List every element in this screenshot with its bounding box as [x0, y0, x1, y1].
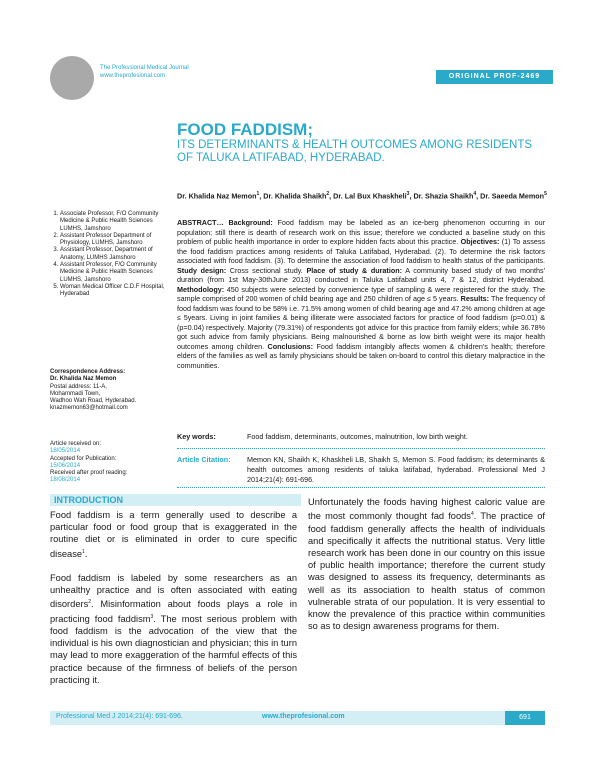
- correspondence: [50, 369, 168, 413]
- keywords-text: Food faddism, determinants, outcomes, malnutrition, low birth weight.: [247, 432, 468, 441]
- correspondence-label: Correspondence Address:: [50, 369, 126, 375]
- affiliations: [50, 211, 168, 299]
- affiliation-item: 1. Associate Professor, F/O Community Medicine & Public Health Sciences LUMHS, Jamshoro: [60, 211, 168, 233]
- section-heading: INTRODUCTION: [50, 494, 301, 506]
- article-dates: [50, 441, 168, 485]
- journal-header: [100, 64, 189, 80]
- correspondence-name: Dr. Khalida Naz Memon: [50, 376, 117, 383]
- author-name: Dr. Shazia Shaikh: [413, 191, 474, 201]
- affiliation-item: 2. Assistant Professor Department of Physiology, LUMHS, Jamshoro: [60, 233, 168, 248]
- affiliation-item: 5. Woman Medical Officer C.D.F Hospital, Hyderabad: [60, 284, 168, 299]
- affiliation-item: 4. Assistant Professor, F/O Community Medicine & Public Health Sciences LUMHS, Jamshoro: [60, 262, 168, 284]
- proof-label: Received after proof reading:: [50, 470, 128, 477]
- citation-text: Memon KN, Shaikh K, Khaskheli LB, Shaikh S, Memon S. Food faddism; its determinants & health outcomes among residents of taluka latifabad, hyderabad. Professional Med J 2014;21(4): 691-696.: [247, 455, 545, 484]
- received-label: Article received on:: [50, 441, 102, 447]
- address-line: Postal address: 11-A,: [50, 383, 107, 390]
- keywords: [177, 432, 545, 442]
- article-subtitle: ITS DETERMINANTS & HEALTH OUTCOMES AMONG RESIDENTS OF TALUKA LATIFABAD, HYDERABAD.: [177, 139, 533, 164]
- keywords-label: Key words:: [177, 432, 216, 441]
- citation-label: Article Citation:: [177, 455, 231, 464]
- received-date: 18/05/2014: [50, 448, 81, 455]
- journal-logo: [50, 56, 94, 100]
- paragraph: Food faddism is labeled by some researchers as an unhealthy practice and is often associated with eating disorders$^2$. Misinformation about foods plays a role in practicing food faddism$^3$. The most serious problem with food faddism is the advocation of the view that the individual is his own diagnostician and physician; this in turn may lead to more exaggeration of the harmful effects of this practice because of the firmness of beliefs of the person practicing it.: [50, 572, 297, 685]
- proof-date: 18/08/2014: [50, 477, 81, 484]
- author-name: Dr. Khalida Shaikh: [263, 191, 327, 201]
- author-name: Dr. Lal Bux Khaskheli: [333, 191, 407, 201]
- divider: [177, 487, 545, 488]
- divider: [177, 448, 545, 449]
- journal-name: The Professional Medical Journal: [100, 65, 189, 71]
- article-title: FOOD FADDISM;: [177, 120, 313, 139]
- footer-citation: Professional Med J 2014;21(4): 691-696.: [56, 713, 183, 720]
- abstract: ABSTRACT… Background: Food faddism may be labeled as an ice-berg phenomenon occurring in our population; still there is dearth of research work on this issue; therefore we conducted a baseline study on this problem of public health importance in order to explore hidden facts about this practice. Objectives: (1) To assess the food faddism practices among residents of Taluka Latifabad, Hyderabad. (2). To determine the risk factors associated with food faddism. (3). To determine the association of food faddism to health status of the participants. Study design: Cross sectional study. Place of study & duration: A community based study of two months' duration (from 1st May-30thJune 2013) conducted in Taluka Latifabad units 4, 7 & 12, district Hyderabad. Methodology: 450 subjects were selected by convenience type of sampling & were registered for the study. The sample comprised of 200 women of child bearing age and 250 children of age ≤ 5 years. Results: The frequency of food faddism was found to be 58% i.e. 71.5% among women of child bearing age and 47.2% among children at age ≤ 5years. Living in joint families & being illiterate were associated factors for practice of food faddism (p=0.01) & (p=0.04) respectively. Majority (79.31%) of respondents got advice for this practice from family elders; while 36.78% got such advice from family physicians. Being malnourished & borne as low birth weight were its major health outcomes among children. Conclusions: Food faddism intangibly affects women & children's health; therefore elders of the families as well as family physicians should be taken on-board to control this dietary malpractice in the communities.: [177, 218, 546, 370]
- body-column-left: [50, 509, 297, 698]
- author-list: Dr. Khalida Naz Memon$^1$, Dr. Khalida Shaikh$^2$, Dr. Lal Bux Khaskheli$^3$, Dr. Shazia Shaikh$^4$, Dr. Saeeda Memon$^5$: [177, 191, 547, 201]
- journal-url[interactable]: www.theprofesional.com: [100, 73, 166, 79]
- accepted-label: Accepted for Publication:: [50, 455, 117, 462]
- accepted-date: 15/06/2014: [50, 462, 81, 469]
- paragraph: Unfortunately the foods having highest caloric value are the most commonly thought fad foods$^4$. The practice of food faddism generally affects the health of individuals and specifically it affects the nutritional status. Very little research work has been done in our country on this issue of public health importance; therefore the current study was designed to assess its frequency, determinants as well as its association to health status of common vulnerable strata of our population. It is very essential to know the prevalence of this practice within communities so as to design awareness programs for them.: [308, 497, 545, 632]
- address-line: Mohammadi Town,: [50, 390, 101, 397]
- address-line: Wadhoo Wah Road, Hyderabad.: [50, 398, 137, 405]
- footer-url[interactable]: www.theprofesional.com: [262, 713, 345, 720]
- body-column-right: [308, 496, 545, 644]
- email-link[interactable]: knazmemon63@hotmail.com: [50, 405, 128, 412]
- paragraph: Food faddism is a term generally used to describe a particular food or food group that is exaggerated in the routine diet or is eliminated in order to cure specific disease$^1$.: [50, 510, 297, 559]
- article-type-badge: ORIGINAL PROF-2469: [436, 70, 553, 84]
- page-number: 691: [505, 711, 545, 725]
- author-name: Dr. Khalida Naz Memon: [177, 191, 257, 201]
- affiliation-item: 3. Assistant Professor, Department of Anatomy, LUMHS Jamshoro: [60, 247, 168, 262]
- author-name: Dr. Saeeda Memon: [480, 191, 545, 201]
